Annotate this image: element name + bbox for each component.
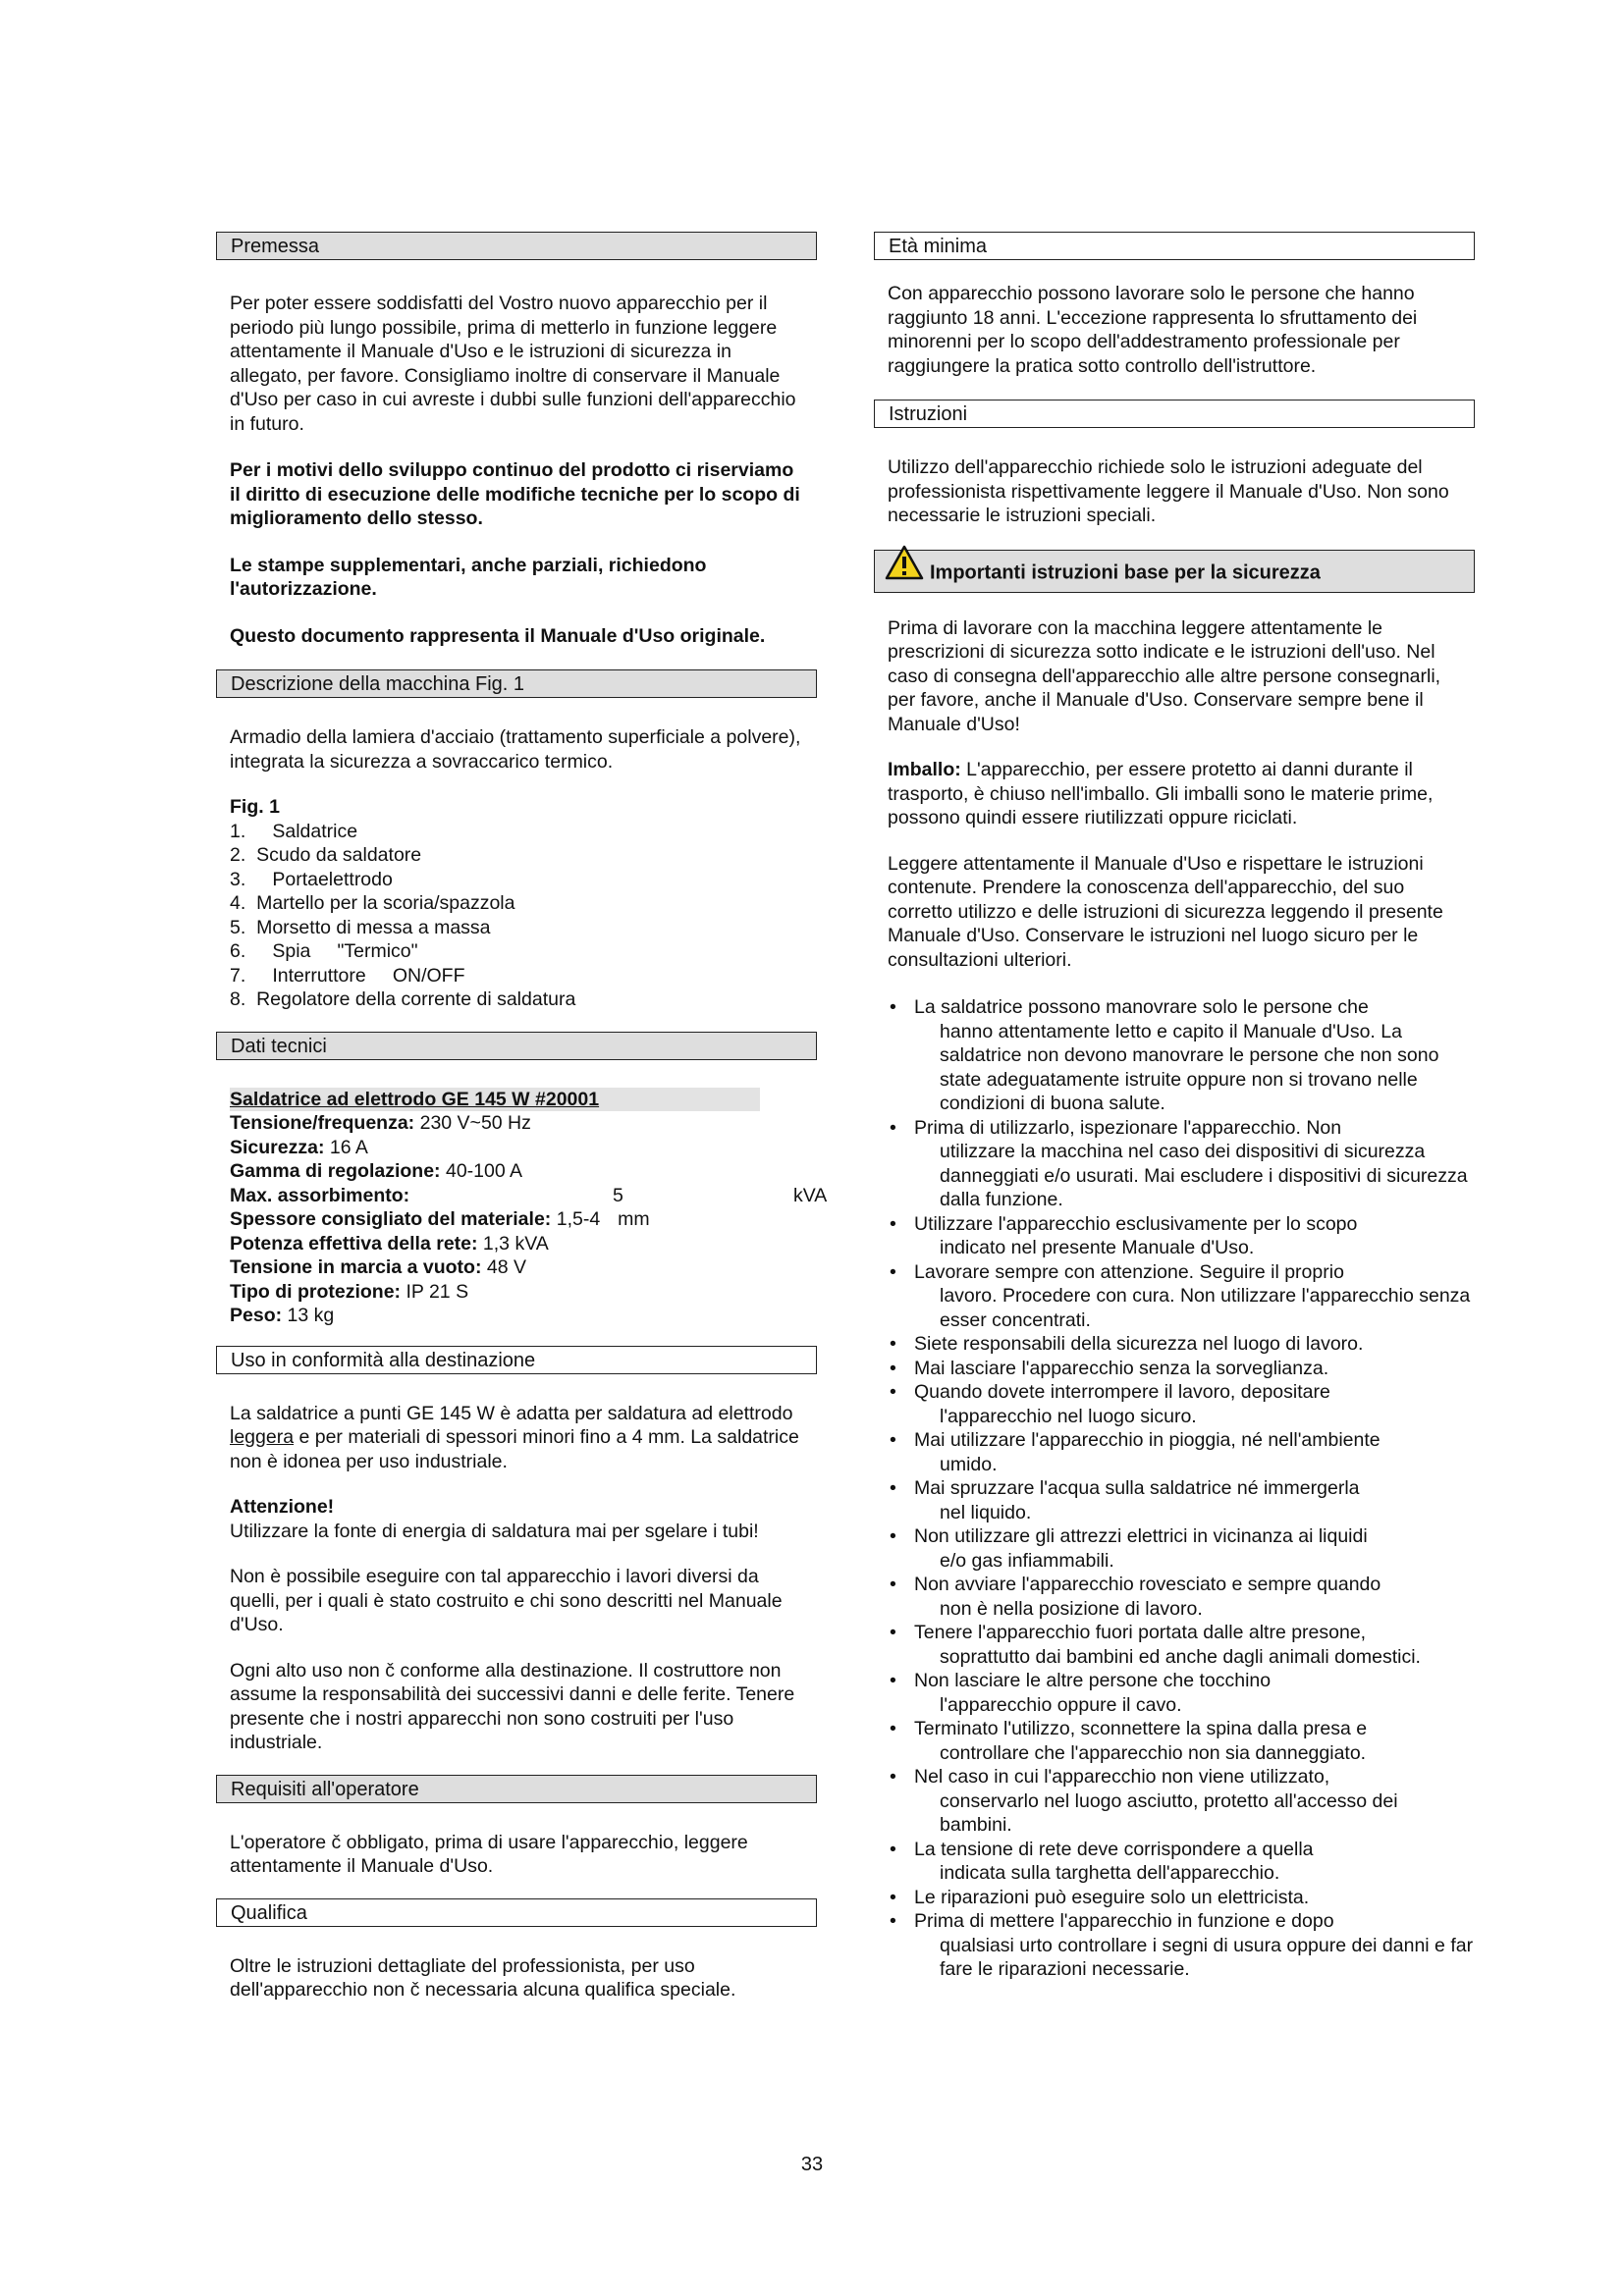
list-item: • Mai utilizzare l'apparecchio in pioggia, né nell'ambiente umido. [888, 1428, 1475, 1476]
section-header-qualifica: Qualifica [216, 1898, 817, 1927]
list-item: • Terminato l'utilizzo, sconnettere la spina dalla presa e controllare che l'apparecchio non sia danneggiato. [888, 1717, 1475, 1765]
page-number: 33 [800, 2154, 824, 2175]
tech-specs [216, 1088, 828, 1328]
list-item: • Utilizzare l'apparecchio esclusivamente per lo scopo indicato nel presente Manuale d'Uso. [888, 1212, 1475, 1260]
section-header-premessa: Premessa [216, 232, 817, 260]
sicurezza-paragraph-1: Prima di lavorare con la macchina leggere attentamente le prescrizioni di sicurezza sotto indicate e le istruzioni dell'uso. Nel caso di consegna dell'apparecchio alle altre persone consegnarli, per favore, anche il Manuale d'Uso. Conservare sempre bene il Manuale d'Uso! [888, 616, 1441, 735]
section-header-sicurezza [874, 550, 1475, 593]
attention-text: Utilizzare la fonte di energia di saldatura mai per sgelare i tubi! [230, 1520, 759, 1542]
istruzioni-text: Utilizzo dell'apparecchio richiede solo le istruzioni adeguate del professionista rispettivamente leggere il Manuale d'Uso. Non sono necessarie le istruzioni speciali. [888, 456, 1449, 526]
premessa-paragraph-2: Per i motivi dello sviluppo continuo del prodotto ci riserviamo il diritto di esecuzione delle modifiche tecniche per lo scopo di miglioramento dello stesso. [230, 459, 800, 529]
list-item: • Prima di utilizzarlo, ispezionare l'apparecchio. Non utilizzare la macchina nel caso dei dispositivi di sicurezza danneggiati e/o usurati. Mai escludere i dispositivi di sicurezza dalla funzione. [888, 1116, 1475, 1212]
section-header-eta: Età minima [874, 232, 1475, 260]
list-item: • Nel caso in cui l'apparecchio non viene utilizzato, conservarlo nel luogo asciutto, protetto all'accesso dei bambini. [888, 1765, 1475, 1838]
list-item: • Lavorare sempre con attenzione. Seguire il proprio lavoro. Procedere con cura. Non utilizzare l'apparecchio senza esser concentrati. [888, 1260, 1475, 1333]
spec-value: 230 V~50 Hz [419, 1112, 531, 1134]
fig-label: Fig. 1 [230, 796, 280, 818]
list-item: • Mai spruzzare l'acqua sulla saldatrice né immergerla nel liquido. [888, 1476, 1475, 1524]
spec-value: 1,5-4 [556, 1208, 601, 1230]
descrizione-text: Armadio della lamiera d'acciaio (trattamento superficiale a polvere), integrata la sicurezza a sovraccarico termico. [230, 726, 801, 773]
section-header-uso: Uso in conformità alla destinazione [216, 1346, 817, 1374]
section-header-descrizione: Descrizione della macchina Fig. 1 [216, 669, 817, 698]
left-column [216, 232, 828, 2002]
premessa-paragraph-1: Per poter essere soddisfatti del Vostro nuovo apparecchio per il periodo più lungo possibile, prima di metterlo in funzione leggere attentamente il Manuale d'Uso e le istruzioni di sicurezza in allegato, per favore. Consigliamo inoltre di conservare il Manuale d'Uso per caso in cui avreste i dubbi sulle funzioni dell'apparecchio in futuro. [230, 293, 796, 435]
parts-list [216, 820, 817, 1012]
spec-value: 13 kg [287, 1305, 335, 1326]
spec-label: Potenza effettiva della rete: [230, 1232, 478, 1255]
uso-paragraph-2: Non è possibile eseguire con tal apparecchio i lavori diversi da quelli, per i quali è stato costruito e chi sono descritti nel Manuale d'Uso. [230, 1566, 783, 1635]
list-item: • Non avviare l'apparecchio rovesciato e sempre quando non è nella posizione di lavoro. [888, 1573, 1475, 1621]
premessa-paragraph-4: Questo documento rappresenta il Manuale d'Uso originale. [230, 624, 766, 647]
list-item: 1. Saldatrice [230, 820, 358, 842]
spec-label: Tensione in marcia a vuoto: [230, 1256, 482, 1278]
list-item: • Le riparazioni può eseguire solo un elettricista. [888, 1886, 1475, 1910]
section-header-dati-tecnici: Dati tecnici [216, 1032, 817, 1060]
right-column [874, 232, 1475, 1982]
spec-label: Max. assorbimento: [230, 1184, 410, 1206]
spec-unit: mm [618, 1208, 650, 1230]
list-item: • La tensione di rete deve corrispondere a quella indicata sulla targhetta dell'apparecchio. [888, 1838, 1475, 1886]
eta-text: Con apparecchio possono lavorare solo le persone che hanno raggiunto 18 anni. L'eccezione rappresenta lo sfruttamento dei minorenni per lo scopo dell'addestramento professionale per raggiungere la pratica sotto controllo dell'istruttore. [888, 283, 1418, 377]
tech-title: Saldatrice ad elettrodo GE 145 W #20001 [230, 1088, 760, 1112]
section-header-istruzioni: Istruzioni [874, 400, 1475, 428]
list-item: • Quando dovete interrompere il lavoro, depositare l'apparecchio nel luogo sicuro. [888, 1380, 1475, 1428]
imballo-paragraph: Imballo: L'apparecchio, per essere protetto ai danni durante il trasporto, è chiuso nell'imballo. Gli imballi sono le materie prime, possono quindi essere riutilizzati oppure riciclati. [888, 759, 1434, 828]
list-item: 8. Regolatore della corrente di saldatura [230, 988, 576, 1010]
uso-paragraph-3: Ogni alto uso non č conforme alla destinazione. Il costruttore non assume la responsabilità dei successivi danni e delle ferite. Tenere presente che i nostri apparecchi non sono costruiti per l'uso industriale. [230, 1659, 795, 1753]
list-item: 7. Interruttore ON/OFF [230, 964, 465, 987]
spec-value: 1,3 kVA [482, 1232, 549, 1255]
requisiti-text: L'operatore č obbligato, prima di usare l'apparecchio, leggere attentamente il Manuale d'Uso. [230, 1831, 748, 1877]
list-item: • Non utilizzare gli attrezzi elettrici in vicinanza ai liquidi e/o gas infiammabili. [888, 1524, 1475, 1573]
spec-value: 5 [613, 1184, 623, 1206]
qualifica-text: Oltre le istruzioni dettagliate del professionista, per uso dell'apparecchio non č necessaria alcuna qualifica speciale. [230, 1954, 736, 2001]
list-item: • La saldatrice possono manovrare solo le persone che hanno attentamente letto e capito il Manuale d'Uso. La saldatrice non devono manovrare le persone che non sono state adeguatamente istruite oppure non si trovano nelle condizioni di buona salute. [888, 995, 1475, 1116]
list-item: • Non lasciare le altre persone che tocchino l'apparecchio oppure il cavo. [888, 1669, 1475, 1717]
list-item: 6. Spia "Termico" [230, 940, 418, 962]
spec-label: Gamma di regolazione: [230, 1160, 441, 1182]
spec-value: IP 21 S [406, 1280, 469, 1303]
spec-label: Sicurezza: [230, 1136, 325, 1158]
list-item: • Tenere l'apparecchio fuori portata dalle altre presone, soprattutto dai bambini ed anche dagli animali domestici. [888, 1621, 1475, 1669]
sicurezza-paragraph-3: Leggere attentamente il Manuale d'Uso e rispettare le istruzioni contenute. Prendere la conoscenza dell'apparecchio, del suo corretto utilizzo e delle istruzioni di sicurezza leggendo il presente Manuale d'Uso. Conservare le istruzioni nel luogo sicuro per le consultazioni ulteriori. [888, 852, 1443, 971]
spec-label: Peso: [230, 1305, 283, 1326]
spec-value: 48 V [486, 1256, 526, 1278]
spec-label: Tipo di protezione: [230, 1280, 402, 1303]
uso-paragraph-1: La saldatrice a punti GE 145 W è adatta per saldatura ad elettrodo leggera e per materiali di spessori minori fino a 4 mm. La saldatrice non è idonea per uso industriale. [230, 1402, 799, 1472]
spec-value: 40-100 A [445, 1160, 523, 1182]
list-item: 5. Morsetto di messa a massa [230, 916, 491, 938]
list-item: • Prima di mettere l'apparecchio in funzione e dopo qualsiasi urto controllare i segni di usura oppure dei danni e far fare le riparazioni necessarie. [888, 1909, 1475, 1982]
safety-bullets [874, 995, 1475, 1982]
spec-value: 16 A [329, 1136, 368, 1158]
list-item: • Siete responsabili della sicurezza nel luogo di lavoro. [888, 1332, 1475, 1357]
spec-label: Spessore consigliato del materiale: [230, 1208, 552, 1230]
list-item: 4. Martello per la scoria/spazzola [230, 892, 515, 914]
list-item: • Mai lasciare l'apparecchio senza la sorveglianza. [888, 1357, 1475, 1381]
premessa-paragraph-3: Le stampe supplementari, anche parziali, richiedono l'autorizzazione. [230, 554, 707, 600]
list-item: 2. Scudo da saldatore [230, 844, 422, 866]
section-header-requisiti: Requisiti all'operatore [216, 1775, 817, 1803]
warning-icon [885, 545, 924, 596]
spec-label: Tensione/frequenza: [230, 1112, 415, 1134]
leggera-underlined: leggera [230, 1426, 295, 1448]
attention-title: Attenzione! [230, 1496, 335, 1518]
sicurezza-heading-text: Importanti istruzioni base per la sicurezza [930, 561, 1321, 583]
list-item: 3. Portaelettrodo [230, 868, 393, 890]
spec-unit: kVA [793, 1184, 828, 1206]
